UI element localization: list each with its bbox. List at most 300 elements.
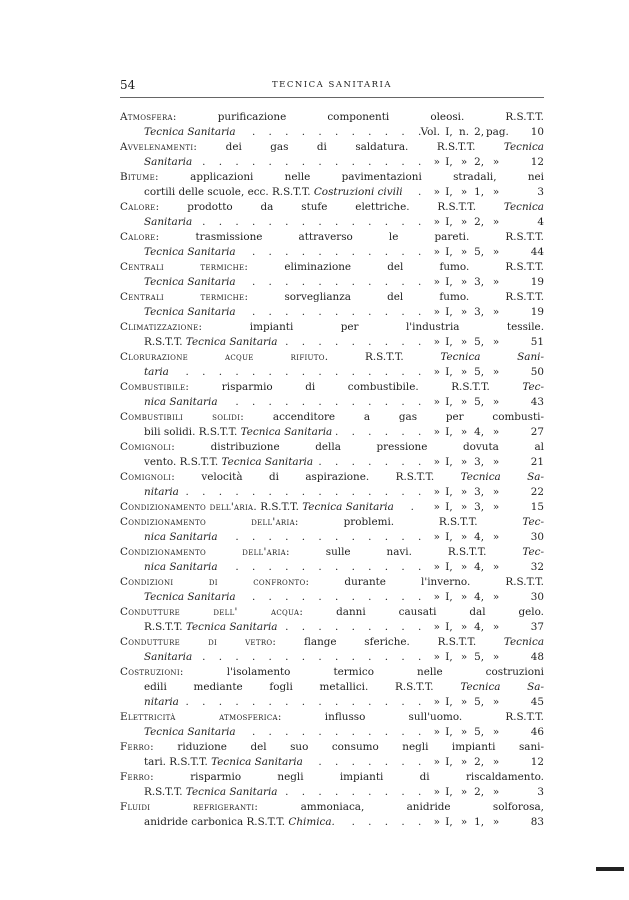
index-entry-line bbox=[120, 260, 544, 275]
volume-reference bbox=[422, 590, 544, 605]
publication-title: nitaria bbox=[144, 696, 179, 708]
ref-number: 4, bbox=[474, 621, 484, 633]
ref-page-label: » bbox=[492, 696, 500, 708]
publication-title: Tecnica Sanitaria bbox=[240, 426, 333, 438]
ref-volume-label: » bbox=[433, 456, 440, 468]
ref-page-label: » bbox=[492, 276, 500, 288]
index-entry-line-with-reference bbox=[120, 245, 544, 260]
publication-title: nica Sanitaria bbox=[144, 561, 218, 573]
volume-reference bbox=[422, 455, 544, 470]
entry-text bbox=[120, 380, 544, 395]
volume-reference bbox=[422, 395, 544, 410]
ref-number-label: » bbox=[460, 816, 468, 828]
ref-page-label: » bbox=[492, 501, 500, 513]
ref-page: 10 bbox=[530, 126, 544, 138]
publication-title: nica Sanitaria bbox=[144, 396, 218, 408]
ref-volume-label: » bbox=[433, 621, 440, 633]
entry-description: trasmissione attraverso le pareti. R.S.T.T. bbox=[159, 231, 544, 243]
entry-description: R.S.T.T. bbox=[144, 621, 186, 633]
index-entry-line-with-reference bbox=[120, 455, 544, 470]
entry-text bbox=[144, 455, 317, 470]
ref-volume-label: » bbox=[433, 306, 440, 318]
volume-reference bbox=[422, 305, 544, 320]
ref-page: 51 bbox=[530, 336, 544, 348]
publication-title: Tecnica Sanitaria bbox=[144, 306, 236, 318]
volume-reference bbox=[422, 185, 544, 200]
ref-page: 83 bbox=[530, 816, 544, 828]
entry-heading: Bitume: bbox=[120, 171, 159, 183]
page-edge-mark bbox=[596, 867, 624, 871]
entry-heading: Combustibili solidi: bbox=[120, 411, 245, 423]
ref-page: 21 bbox=[530, 456, 544, 468]
entry-description: ammoniaca, anidride solforosa, bbox=[258, 801, 544, 813]
index-entry-line bbox=[120, 680, 544, 695]
volume-reference bbox=[422, 275, 544, 290]
ref-page: 30 bbox=[530, 531, 544, 543]
ref-number-label: » bbox=[460, 336, 468, 348]
entry-heading: Atmosfera: bbox=[120, 111, 177, 123]
ref-volume: I, bbox=[445, 651, 453, 663]
entry-heading: Condizionamento dell'aria: bbox=[120, 516, 299, 528]
entry-description: velocità di aspirazione. R.S.T.T. bbox=[175, 471, 461, 483]
entry-text bbox=[120, 470, 544, 485]
index-entry-line bbox=[120, 440, 544, 455]
publication-title: Sanitaria bbox=[144, 156, 193, 168]
index-entry-line bbox=[120, 800, 544, 815]
ref-number: 2, bbox=[474, 156, 484, 168]
entry-description: purificazione componenti oleosi. R.S.T.T. bbox=[176, 111, 544, 123]
ref-number-label: » bbox=[460, 366, 468, 378]
ref-number: 5, bbox=[474, 396, 484, 408]
ref-volume: I, bbox=[445, 726, 453, 738]
index-entry-line bbox=[120, 515, 544, 530]
entry-description: R.S.T.T. bbox=[144, 336, 186, 348]
ref-volume-label: » bbox=[433, 276, 440, 288]
publication-title: Sanitaria bbox=[144, 216, 193, 228]
entry-description: R.S.T.T. bbox=[328, 351, 441, 363]
ref-volume-label: » bbox=[433, 696, 440, 708]
ref-number-label: n. bbox=[459, 126, 469, 138]
entry-description: distribuzione della pressione dovuta al bbox=[175, 441, 544, 453]
index-entry-line-with-reference bbox=[120, 650, 544, 665]
index-entry-line-with-reference bbox=[120, 485, 544, 500]
entry-description: risparmio di combustibile. R.S.T.T. bbox=[189, 381, 523, 393]
entry-text bbox=[144, 305, 240, 320]
ref-page-label: » bbox=[492, 756, 500, 768]
ref-number: 5, bbox=[474, 726, 484, 738]
ref-volume: I, bbox=[445, 531, 453, 543]
index-entry-line-with-reference bbox=[120, 755, 544, 770]
ref-volume-label: » bbox=[433, 396, 440, 408]
publication-title: Tecnica Sanitaria bbox=[211, 756, 303, 768]
ref-number-label: » bbox=[460, 621, 468, 633]
volume-reference bbox=[422, 725, 544, 740]
index-entry-line bbox=[120, 200, 544, 215]
ref-page-label: » bbox=[492, 786, 500, 798]
volume-reference bbox=[422, 215, 544, 230]
entry-description: sulle navi. R.S.T.T. bbox=[289, 546, 523, 558]
entry-text bbox=[144, 785, 282, 800]
ref-volume: I, bbox=[445, 456, 453, 468]
volume-reference bbox=[422, 815, 544, 830]
ref-volume: I, bbox=[445, 306, 453, 318]
ref-volume: I, bbox=[445, 246, 453, 258]
entry-description: riduzione del suo consumo negli impianti sani- bbox=[153, 741, 544, 753]
index-entry-line bbox=[120, 635, 544, 650]
ref-number-label: » bbox=[460, 726, 468, 738]
ref-page-label: » bbox=[492, 591, 500, 603]
entry-text bbox=[120, 605, 544, 620]
ref-page: 45 bbox=[530, 696, 544, 708]
ref-number-label: » bbox=[460, 216, 468, 228]
ref-volume-label: » bbox=[433, 486, 440, 498]
index-entry-line-with-reference bbox=[120, 695, 544, 710]
publication-title: taria bbox=[144, 366, 169, 378]
entry-text bbox=[144, 395, 222, 410]
entry-text bbox=[120, 320, 544, 335]
index-entry-line bbox=[120, 605, 544, 620]
publication-title: Tecnica Sanitaria bbox=[144, 246, 236, 258]
publication-title: Tecnica Sanitaria bbox=[144, 276, 236, 288]
ref-page: 43 bbox=[530, 396, 544, 408]
index-entry-line bbox=[120, 770, 544, 785]
ref-page: 12 bbox=[530, 756, 544, 768]
entry-text bbox=[120, 635, 544, 650]
ref-volume-label: » bbox=[433, 426, 440, 438]
index-entry-line-with-reference bbox=[120, 335, 544, 350]
entry-heading: Climatizzazione: bbox=[120, 321, 203, 333]
ref-volume: I, bbox=[445, 696, 453, 708]
ref-page: 15 bbox=[530, 501, 544, 513]
ref-volume: I, bbox=[445, 216, 453, 228]
index-entry-line bbox=[120, 170, 544, 185]
ref-volume-label: » bbox=[433, 501, 440, 513]
page-number: 54 bbox=[120, 78, 136, 92]
volume-reference bbox=[422, 650, 544, 665]
publication-title: Tecnica Sa- bbox=[460, 681, 544, 693]
ref-number-label: » bbox=[460, 786, 468, 798]
index-entry-line-with-reference bbox=[120, 590, 544, 605]
ref-page-label: » bbox=[492, 156, 500, 168]
entry-description: cortili delle scuole, ecc. R.S.T.T. bbox=[144, 186, 314, 198]
ref-page: 50 bbox=[530, 366, 544, 378]
ref-volume: I, bbox=[445, 591, 453, 603]
index-entry-line-with-reference bbox=[120, 125, 544, 140]
publication-title: nica Sanitaria bbox=[144, 531, 218, 543]
ref-number-label: » bbox=[460, 651, 468, 663]
entry-description: flange sferiche. R.S.T.T. bbox=[276, 636, 504, 648]
ref-page: 44 bbox=[530, 246, 544, 258]
ref-volume: I, bbox=[445, 276, 453, 288]
entry-description: sorveglianza del fumo. R.S.T.T. bbox=[248, 291, 544, 303]
ref-number-label: » bbox=[460, 561, 468, 573]
index-entry-line bbox=[120, 350, 544, 365]
entry-text bbox=[120, 170, 544, 185]
entry-description: edili mediante fogli metallici. R.S.T.T. bbox=[144, 681, 461, 693]
index-entry-line-with-reference bbox=[120, 815, 544, 830]
entry-text bbox=[144, 425, 336, 440]
entry-text bbox=[120, 230, 544, 245]
entry-text bbox=[120, 140, 544, 155]
index-entry-line bbox=[120, 470, 544, 485]
ref-number: 1, bbox=[474, 816, 484, 828]
entry-text bbox=[120, 410, 544, 425]
ref-number: 4, bbox=[474, 531, 484, 543]
entry-text bbox=[120, 515, 544, 530]
ref-number: 3, bbox=[474, 486, 484, 498]
ref-volume: I, bbox=[445, 756, 453, 768]
entry-description: vento. R.S.T.T. bbox=[144, 456, 222, 468]
index-entry-line-with-reference bbox=[120, 215, 544, 230]
index-entry-line bbox=[120, 320, 544, 335]
index-entry-line-with-reference bbox=[120, 530, 544, 545]
entry-heading: Elettricità atmosferica: bbox=[120, 711, 282, 723]
entry-text bbox=[144, 620, 282, 635]
publication-title: Tecnica Sanitaria bbox=[221, 456, 314, 468]
ref-volume-label: » bbox=[433, 726, 440, 738]
publication-title: nitaria bbox=[144, 486, 179, 498]
ref-volume-label: Vol. bbox=[420, 126, 440, 138]
ref-page-label: » bbox=[492, 396, 500, 408]
ref-number: 3, bbox=[474, 456, 484, 468]
ref-page-label: » bbox=[492, 531, 500, 543]
ref-number: 2, bbox=[474, 786, 484, 798]
ref-page-label: » bbox=[492, 246, 500, 258]
ref-volume: I, bbox=[445, 126, 453, 138]
entry-description: tari. R.S.T.T. bbox=[144, 756, 212, 768]
ref-page-label: » bbox=[492, 816, 500, 828]
entry-heading: Ferro: bbox=[120, 741, 154, 753]
entry-heading: Calore: bbox=[120, 201, 160, 213]
ref-volume: I, bbox=[445, 156, 453, 168]
ref-number: 2, bbox=[474, 216, 484, 228]
entry-text bbox=[120, 350, 544, 365]
ref-number: 3, bbox=[474, 306, 484, 318]
ref-volume: I, bbox=[445, 561, 453, 573]
ref-page: 48 bbox=[530, 651, 544, 663]
entry-text bbox=[144, 155, 196, 170]
entry-heading: Costruzioni: bbox=[120, 666, 184, 678]
entry-text bbox=[120, 665, 544, 680]
ref-page: 30 bbox=[530, 591, 544, 603]
ref-number-label: » bbox=[460, 396, 468, 408]
ref-page: 19 bbox=[530, 306, 544, 318]
entry-text bbox=[120, 500, 398, 515]
entry-text bbox=[120, 200, 544, 215]
entry-heading: Calore: bbox=[120, 231, 160, 243]
volume-reference bbox=[422, 335, 544, 350]
entry-text bbox=[120, 440, 544, 455]
ref-page: 4 bbox=[537, 216, 544, 228]
entry-text bbox=[144, 365, 173, 380]
running-title: TECNICA SANITARIA bbox=[271, 80, 392, 90]
publication-title: Tec- bbox=[522, 381, 544, 393]
ref-page-label: » bbox=[492, 486, 500, 498]
entry-text bbox=[144, 755, 307, 770]
ref-volume: I, bbox=[445, 336, 453, 348]
index-entry-line-with-reference bbox=[120, 275, 544, 290]
ref-number: 2, bbox=[474, 126, 484, 138]
ref-number-label: » bbox=[460, 501, 468, 513]
ref-page: 3 bbox=[537, 186, 544, 198]
ref-page: 22 bbox=[530, 486, 544, 498]
ref-number-label: » bbox=[460, 696, 468, 708]
index-entry-line-with-reference bbox=[120, 500, 544, 515]
ref-page-label: » bbox=[492, 186, 500, 198]
ref-number-label: » bbox=[460, 426, 468, 438]
entry-description: R.S.T.T. bbox=[256, 501, 303, 513]
entry-text bbox=[144, 725, 240, 740]
dot-leader bbox=[144, 365, 422, 380]
ref-volume-label: » bbox=[433, 216, 440, 228]
index-entry-line-with-reference bbox=[120, 365, 544, 380]
entry-text bbox=[144, 680, 544, 695]
ref-page-label: » bbox=[492, 336, 500, 348]
publication-title: Tecnica Sanitaria bbox=[144, 591, 236, 603]
volume-reference bbox=[422, 245, 544, 260]
entry-heading: Combustibile: bbox=[120, 381, 190, 393]
volume-reference bbox=[422, 560, 544, 575]
entry-text bbox=[144, 695, 183, 710]
index-entry-line bbox=[120, 410, 544, 425]
entry-text bbox=[144, 185, 407, 200]
ref-number-label: » bbox=[460, 531, 468, 543]
ref-page-label: » bbox=[492, 216, 500, 228]
index-entry-line-with-reference bbox=[120, 185, 544, 200]
ref-number: 2, bbox=[474, 756, 484, 768]
entry-heading: Condizioni di confronto: bbox=[120, 576, 310, 588]
ref-page: 19 bbox=[530, 276, 544, 288]
ref-volume: I, bbox=[445, 816, 453, 828]
header-rule bbox=[120, 97, 544, 98]
ref-number-label: » bbox=[460, 306, 468, 318]
ref-number: 4, bbox=[474, 426, 484, 438]
publication-title: Tec- bbox=[522, 546, 544, 558]
ref-page-label: » bbox=[492, 561, 500, 573]
index-entry-line bbox=[120, 665, 544, 680]
ref-number-label: » bbox=[460, 156, 468, 168]
index-entry-line-with-reference bbox=[120, 560, 544, 575]
ref-number: 5, bbox=[474, 366, 484, 378]
volume-reference bbox=[422, 365, 544, 380]
ref-volume: I, bbox=[445, 366, 453, 378]
index-entry-line-with-reference bbox=[120, 725, 544, 740]
ref-volume-label: » bbox=[433, 651, 440, 663]
ref-number: 5, bbox=[474, 246, 484, 258]
entry-description: applicazioni nelle pavimentazioni stradali, nei bbox=[158, 171, 544, 183]
ref-page: 12 bbox=[530, 156, 544, 168]
ref-page-label: » bbox=[492, 726, 500, 738]
entry-text bbox=[120, 575, 544, 590]
ref-page-label: pag. bbox=[486, 126, 509, 138]
ref-number-label: » bbox=[460, 276, 468, 288]
ref-volume-label: » bbox=[433, 156, 440, 168]
ref-number-label: » bbox=[460, 246, 468, 258]
index-entry-line bbox=[120, 290, 544, 305]
entry-description: impianti per l'industria tessile. bbox=[202, 321, 544, 333]
ref-number: 5, bbox=[474, 651, 484, 663]
publication-title: Tecnica Sanitaria bbox=[185, 621, 278, 633]
ref-number: 5, bbox=[474, 696, 484, 708]
publication-title: Tecnica Sanitaria bbox=[185, 336, 278, 348]
volume-reference bbox=[422, 755, 544, 770]
entry-heading: Comignoli: bbox=[120, 471, 175, 483]
publication-title: Tec- bbox=[522, 516, 544, 528]
entry-description: risparmio negli impianti di riscaldamento. bbox=[153, 771, 544, 783]
entry-heading: Condutture dell' acqua: bbox=[120, 606, 304, 618]
entry-description: problemi. R.S.T.T. bbox=[298, 516, 523, 528]
entry-text bbox=[144, 815, 339, 830]
ref-number-label: » bbox=[460, 486, 468, 498]
entry-description: R.S.T.T. bbox=[144, 786, 186, 798]
entry-heading: Ferro: bbox=[120, 771, 154, 783]
entry-heading: Condizionamento dell'aria: bbox=[120, 546, 290, 558]
ref-page: 27 bbox=[530, 426, 544, 438]
entry-text bbox=[120, 710, 544, 725]
volume-reference bbox=[422, 620, 544, 635]
ref-number-label: » bbox=[460, 756, 468, 768]
subject-index bbox=[120, 110, 544, 830]
entry-heading: Fluidi refrigeranti: bbox=[120, 801, 259, 813]
publication-title: Tecnica Sani- bbox=[440, 351, 544, 363]
entry-text bbox=[144, 530, 222, 545]
ref-volume: I, bbox=[445, 786, 453, 798]
ref-page: 3 bbox=[537, 786, 544, 798]
index-entry-line bbox=[120, 140, 544, 155]
volume-reference bbox=[422, 125, 544, 140]
entry-heading: Condizionamento dell'aria. bbox=[120, 501, 257, 513]
ref-volume-label: » bbox=[433, 366, 440, 378]
entry-text bbox=[120, 260, 544, 275]
volume-reference bbox=[422, 695, 544, 710]
ref-number: 4, bbox=[474, 561, 484, 573]
dot-leader bbox=[144, 695, 422, 710]
volume-reference bbox=[422, 425, 544, 440]
entry-text bbox=[120, 545, 544, 560]
entry-text bbox=[144, 560, 222, 575]
publication-title: Tecnica bbox=[503, 201, 544, 213]
entry-text bbox=[144, 245, 240, 260]
ref-volume: I, bbox=[445, 426, 453, 438]
publication-title: Tecnica Sa- bbox=[460, 471, 544, 483]
entry-heading: Comignoli: bbox=[120, 441, 175, 453]
index-entry-line-with-reference bbox=[120, 425, 544, 440]
index-entry-line-with-reference bbox=[120, 785, 544, 800]
ref-number: 3, bbox=[474, 276, 484, 288]
ref-volume-label: » bbox=[433, 246, 440, 258]
volume-reference bbox=[422, 530, 544, 545]
ref-page: 46 bbox=[530, 726, 544, 738]
ref-volume-label: » bbox=[433, 591, 440, 603]
entry-text bbox=[120, 770, 544, 785]
index-entry-line bbox=[120, 710, 544, 725]
dot-leader bbox=[144, 485, 422, 500]
publication-title: Chimica. bbox=[288, 816, 335, 828]
entry-description: accenditore a gas per combusti- bbox=[244, 411, 544, 423]
entry-heading: Avvelenamenti: bbox=[120, 141, 198, 153]
index-entry-line-with-reference bbox=[120, 305, 544, 320]
volume-reference bbox=[422, 485, 544, 500]
entry-text bbox=[144, 275, 240, 290]
index-entry-line bbox=[120, 575, 544, 590]
volume-reference bbox=[422, 155, 544, 170]
entry-text bbox=[144, 335, 282, 350]
entry-description: eliminazione del fumo. R.S.T.T. bbox=[248, 261, 544, 273]
ref-number-label: » bbox=[460, 591, 468, 603]
index-entry-line-with-reference bbox=[120, 620, 544, 635]
ref-volume-label: » bbox=[433, 786, 440, 798]
ref-page-label: » bbox=[492, 366, 500, 378]
